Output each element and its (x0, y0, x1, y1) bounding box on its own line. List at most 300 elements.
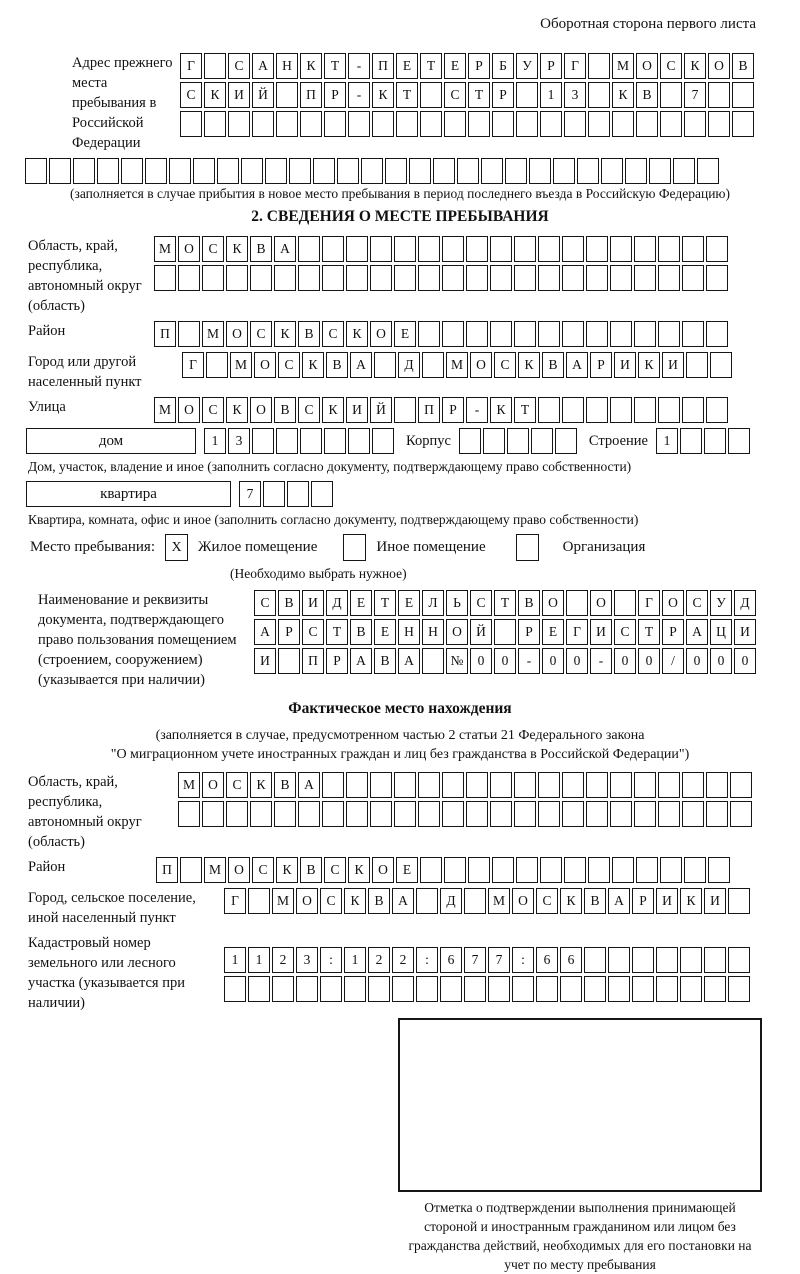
char-cell[interactable] (217, 158, 239, 184)
char-cell[interactable] (348, 428, 370, 454)
char-cell[interactable]: 1 (656, 428, 678, 454)
char-cell[interactable]: В (250, 236, 272, 262)
char-cell[interactable]: Н (422, 619, 444, 645)
char-cell[interactable]: П (300, 82, 322, 108)
char-cell[interactable] (732, 82, 754, 108)
char-cell[interactable] (538, 265, 560, 291)
char-cell[interactable]: С (302, 619, 324, 645)
char-cell[interactable] (202, 801, 224, 827)
char-cell[interactable] (730, 801, 752, 827)
char-cell[interactable] (586, 265, 608, 291)
char-cell[interactable] (370, 772, 392, 798)
char-cell[interactable]: С (180, 82, 202, 108)
char-cell[interactable]: - (348, 53, 370, 79)
char-cell[interactable]: 1 (224, 947, 246, 973)
char-cell[interactable] (660, 857, 682, 883)
char-cell[interactable]: К (226, 397, 248, 423)
prev-address-row-3[interactable] (180, 111, 756, 137)
char-cell[interactable]: В (636, 82, 658, 108)
char-cell[interactable]: К (250, 772, 272, 798)
char-cell[interactable]: 0 (734, 648, 756, 674)
char-cell[interactable]: Г (638, 590, 660, 616)
char-cell[interactable] (588, 857, 610, 883)
city-row[interactable] (182, 352, 734, 378)
char-cell[interactable]: 1 (344, 947, 366, 973)
char-cell[interactable]: М (488, 888, 510, 914)
char-cell[interactable] (588, 82, 610, 108)
char-cell[interactable] (564, 111, 586, 137)
char-cell[interactable]: 0 (638, 648, 660, 674)
cadastre-row-1[interactable] (224, 947, 752, 973)
char-cell[interactable]: Р (468, 53, 490, 79)
prev-address-row-4[interactable] (25, 158, 800, 184)
char-cell[interactable] (634, 265, 656, 291)
char-cell[interactable] (492, 111, 514, 137)
char-cell[interactable] (505, 158, 527, 184)
char-cell[interactable]: 0 (470, 648, 492, 674)
char-cell[interactable] (324, 111, 346, 137)
char-cell[interactable]: Г (224, 888, 246, 914)
char-cell[interactable]: С (470, 590, 492, 616)
stroenie-row[interactable] (656, 428, 752, 454)
char-cell[interactable] (324, 428, 346, 454)
char-cell[interactable] (658, 801, 680, 827)
char-cell[interactable] (444, 857, 466, 883)
char-cell[interactable]: М (204, 857, 226, 883)
char-cell[interactable] (346, 265, 368, 291)
char-cell[interactable] (178, 265, 200, 291)
char-cell[interactable] (656, 976, 678, 1002)
char-cell[interactable] (584, 947, 606, 973)
char-cell[interactable]: О (178, 236, 200, 262)
char-cell[interactable] (538, 397, 560, 423)
char-cell[interactable]: 0 (494, 648, 516, 674)
char-cell[interactable] (206, 352, 228, 378)
char-cell[interactable]: Д (734, 590, 756, 616)
char-cell[interactable] (121, 158, 143, 184)
char-cell[interactable] (263, 481, 285, 507)
char-cell[interactable] (274, 265, 296, 291)
char-cell[interactable] (658, 397, 680, 423)
char-cell[interactable] (514, 265, 536, 291)
char-cell[interactable] (704, 428, 726, 454)
char-cell[interactable] (634, 321, 656, 347)
char-cell[interactable]: Г (182, 352, 204, 378)
char-cell[interactable]: Е (444, 53, 466, 79)
char-cell[interactable] (444, 111, 466, 137)
char-cell[interactable]: Л (422, 590, 444, 616)
char-cell[interactable] (706, 772, 728, 798)
char-cell[interactable] (562, 236, 584, 262)
char-cell[interactable] (586, 801, 608, 827)
char-cell[interactable] (73, 158, 95, 184)
char-cell[interactable] (416, 976, 438, 1002)
char-cell[interactable] (468, 857, 490, 883)
char-cell[interactable]: К (680, 888, 702, 914)
char-cell[interactable]: С (322, 321, 344, 347)
char-cell[interactable]: П (302, 648, 324, 674)
char-cell[interactable] (311, 481, 333, 507)
char-cell[interactable] (636, 111, 658, 137)
char-cell[interactable]: О (512, 888, 534, 914)
char-cell[interactable]: : (416, 947, 438, 973)
char-cell[interactable] (418, 321, 440, 347)
char-cell[interactable] (634, 397, 656, 423)
char-cell[interactable] (278, 648, 300, 674)
char-cell[interactable]: 7 (464, 947, 486, 973)
char-cell[interactable] (154, 265, 176, 291)
char-cell[interactable]: П (372, 53, 394, 79)
char-cell[interactable] (481, 158, 503, 184)
char-cell[interactable]: Й (370, 397, 392, 423)
char-cell[interactable]: К (204, 82, 226, 108)
char-cell[interactable] (562, 801, 584, 827)
char-cell[interactable]: Г (564, 53, 586, 79)
char-cell[interactable] (468, 111, 490, 137)
char-cell[interactable] (204, 111, 226, 137)
char-cell[interactable]: А (274, 236, 296, 262)
char-cell[interactable]: В (542, 352, 564, 378)
document-row-2[interactable] (254, 619, 758, 645)
char-cell[interactable]: П (154, 321, 176, 347)
char-cell[interactable] (396, 111, 418, 137)
char-cell[interactable] (145, 158, 167, 184)
char-cell[interactable] (300, 111, 322, 137)
char-cell[interactable] (464, 888, 486, 914)
char-cell[interactable]: О (370, 321, 392, 347)
char-cell[interactable]: Г (180, 53, 202, 79)
district-row[interactable] (154, 321, 730, 347)
char-cell[interactable] (466, 265, 488, 291)
char-cell[interactable] (660, 111, 682, 137)
char-cell[interactable]: С (278, 352, 300, 378)
char-cell[interactable] (634, 801, 656, 827)
char-cell[interactable]: П (418, 397, 440, 423)
char-cell[interactable] (374, 352, 396, 378)
char-cell[interactable] (466, 801, 488, 827)
char-cell[interactable] (265, 158, 287, 184)
char-cell[interactable]: О (228, 857, 250, 883)
char-cell[interactable] (632, 976, 654, 1002)
char-cell[interactable] (416, 888, 438, 914)
char-cell[interactable] (512, 976, 534, 1002)
char-cell[interactable]: О (446, 619, 468, 645)
char-cell[interactable]: : (320, 947, 342, 973)
char-cell[interactable] (612, 857, 634, 883)
char-cell[interactable]: Р (518, 619, 540, 645)
char-cell[interactable] (276, 111, 298, 137)
char-cell[interactable] (169, 158, 191, 184)
char-cell[interactable]: У (516, 53, 538, 79)
char-cell[interactable] (385, 158, 407, 184)
char-cell[interactable] (536, 976, 558, 1002)
char-cell[interactable] (588, 111, 610, 137)
char-cell[interactable]: В (368, 888, 390, 914)
char-cell[interactable]: Т (374, 590, 396, 616)
char-cell[interactable]: Р (442, 397, 464, 423)
char-cell[interactable] (612, 111, 634, 137)
char-cell[interactable]: 3 (564, 82, 586, 108)
char-cell[interactable]: Е (394, 321, 416, 347)
char-cell[interactable] (322, 801, 344, 827)
char-cell[interactable]: Т (494, 590, 516, 616)
char-cell[interactable] (538, 772, 560, 798)
char-cell[interactable] (553, 158, 575, 184)
fact-region-row-1[interactable] (178, 772, 754, 798)
char-cell[interactable]: К (490, 397, 512, 423)
char-cell[interactable]: К (348, 857, 370, 883)
char-cell[interactable]: Б (492, 53, 514, 79)
char-cell[interactable] (566, 590, 588, 616)
char-cell[interactable] (658, 772, 680, 798)
char-cell[interactable] (682, 772, 704, 798)
char-cell[interactable] (180, 111, 202, 137)
char-cell[interactable] (538, 236, 560, 262)
char-cell[interactable]: И (346, 397, 368, 423)
char-cell[interactable]: О (296, 888, 318, 914)
char-cell[interactable]: Р (492, 82, 514, 108)
char-cell[interactable]: А (686, 619, 708, 645)
char-cell[interactable] (684, 111, 706, 137)
char-cell[interactable] (346, 801, 368, 827)
char-cell[interactable]: О (178, 397, 200, 423)
char-cell[interactable]: 0 (614, 648, 636, 674)
char-cell[interactable]: К (638, 352, 660, 378)
char-cell[interactable]: О (590, 590, 612, 616)
char-cell[interactable]: Й (252, 82, 274, 108)
char-cell[interactable]: Т (420, 53, 442, 79)
char-cell[interactable] (440, 976, 462, 1002)
char-cell[interactable]: М (230, 352, 252, 378)
char-cell[interactable] (584, 976, 606, 1002)
char-cell[interactable] (252, 111, 274, 137)
char-cell[interactable] (422, 648, 444, 674)
char-cell[interactable]: И (614, 352, 636, 378)
char-cell[interactable]: М (202, 321, 224, 347)
char-cell[interactable] (466, 321, 488, 347)
region-row-1[interactable] (154, 236, 730, 262)
char-cell[interactable]: Р (278, 619, 300, 645)
apartment-number-row[interactable] (239, 481, 335, 507)
char-cell[interactable]: М (272, 888, 294, 914)
char-cell[interactable]: С (686, 590, 708, 616)
char-cell[interactable] (732, 111, 754, 137)
char-cell[interactable] (625, 158, 647, 184)
char-cell[interactable] (577, 158, 599, 184)
char-cell[interactable]: К (302, 352, 324, 378)
house-number-row[interactable] (204, 428, 396, 454)
char-cell[interactable] (442, 772, 464, 798)
char-cell[interactable] (586, 321, 608, 347)
char-cell[interactable]: Р (590, 352, 612, 378)
char-cell[interactable] (224, 976, 246, 1002)
char-cell[interactable] (516, 857, 538, 883)
char-cell[interactable]: Т (324, 53, 346, 79)
char-cell[interactable] (226, 265, 248, 291)
char-cell[interactable]: Г (566, 619, 588, 645)
char-cell[interactable] (706, 397, 728, 423)
char-cell[interactable]: К (276, 857, 298, 883)
char-cell[interactable]: И (254, 648, 276, 674)
char-cell[interactable] (250, 265, 272, 291)
char-cell[interactable]: А (252, 53, 274, 79)
char-cell[interactable]: В (584, 888, 606, 914)
char-cell[interactable] (300, 428, 322, 454)
char-cell[interactable]: Е (374, 619, 396, 645)
char-cell[interactable] (178, 321, 200, 347)
char-cell[interactable] (540, 857, 562, 883)
char-cell[interactable] (682, 236, 704, 262)
char-cell[interactable] (673, 158, 695, 184)
char-cell[interactable]: О (254, 352, 276, 378)
char-cell[interactable] (348, 111, 370, 137)
char-cell[interactable]: О (636, 53, 658, 79)
char-cell[interactable] (728, 888, 750, 914)
char-cell[interactable]: К (344, 888, 366, 914)
char-cell[interactable] (394, 265, 416, 291)
char-cell[interactable]: С (250, 321, 272, 347)
char-cell[interactable] (320, 976, 342, 1002)
char-cell[interactable] (274, 801, 296, 827)
char-cell[interactable] (538, 801, 560, 827)
char-cell[interactable] (368, 976, 390, 1002)
char-cell[interactable] (706, 265, 728, 291)
char-cell[interactable]: С (252, 857, 274, 883)
char-cell[interactable]: Р (632, 888, 654, 914)
char-cell[interactable] (394, 772, 416, 798)
char-cell[interactable]: И (656, 888, 678, 914)
char-cell[interactable]: И (590, 619, 612, 645)
char-cell[interactable] (728, 976, 750, 1002)
char-cell[interactable] (313, 158, 335, 184)
char-cell[interactable] (706, 236, 728, 262)
char-cell[interactable] (409, 158, 431, 184)
char-cell[interactable]: Р (662, 619, 684, 645)
char-cell[interactable]: В (518, 590, 540, 616)
char-cell[interactable] (418, 265, 440, 291)
char-cell[interactable] (204, 53, 226, 79)
char-cell[interactable]: А (608, 888, 630, 914)
char-cell[interactable] (490, 801, 512, 827)
char-cell[interactable]: О (226, 321, 248, 347)
char-cell[interactable]: О (372, 857, 394, 883)
char-cell[interactable]: Р (326, 648, 348, 674)
char-cell[interactable] (420, 111, 442, 137)
char-cell[interactable] (241, 158, 263, 184)
char-cell[interactable] (346, 236, 368, 262)
char-cell[interactable]: Д (398, 352, 420, 378)
char-cell[interactable] (634, 772, 656, 798)
char-cell[interactable]: С (226, 772, 248, 798)
checkbox-residential[interactable]: X (165, 534, 188, 561)
char-cell[interactable]: И (302, 590, 324, 616)
street-row[interactable] (154, 397, 730, 423)
char-cell[interactable] (298, 236, 320, 262)
char-cell[interactable] (442, 321, 464, 347)
char-cell[interactable] (680, 976, 702, 1002)
char-cell[interactable]: К (226, 236, 248, 262)
char-cell[interactable] (361, 158, 383, 184)
char-cell[interactable]: С (202, 397, 224, 423)
char-cell[interactable]: 1 (540, 82, 562, 108)
char-cell[interactable]: В (274, 772, 296, 798)
char-cell[interactable] (507, 428, 529, 454)
char-cell[interactable] (610, 321, 632, 347)
char-cell[interactable] (287, 481, 309, 507)
char-cell[interactable] (610, 772, 632, 798)
char-cell[interactable]: В (732, 53, 754, 79)
char-cell[interactable] (248, 888, 270, 914)
char-cell[interactable]: Е (396, 857, 418, 883)
char-cell[interactable]: 6 (560, 947, 582, 973)
char-cell[interactable]: Е (396, 53, 418, 79)
char-cell[interactable] (610, 801, 632, 827)
char-cell[interactable]: 3 (228, 428, 250, 454)
char-cell[interactable]: О (470, 352, 492, 378)
char-cell[interactable]: С (324, 857, 346, 883)
char-cell[interactable] (560, 976, 582, 1002)
char-cell[interactable] (649, 158, 671, 184)
char-cell[interactable] (420, 82, 442, 108)
char-cell[interactable] (25, 158, 47, 184)
char-cell[interactable] (708, 111, 730, 137)
char-cell[interactable] (457, 158, 479, 184)
char-cell[interactable]: А (398, 648, 420, 674)
char-cell[interactable]: Н (276, 53, 298, 79)
char-cell[interactable]: М (446, 352, 468, 378)
char-cell[interactable] (682, 265, 704, 291)
char-cell[interactable]: В (326, 352, 348, 378)
char-cell[interactable]: А (254, 619, 276, 645)
char-cell[interactable] (442, 265, 464, 291)
char-cell[interactable]: 3 (296, 947, 318, 973)
char-cell[interactable]: М (154, 397, 176, 423)
char-cell[interactable]: В (374, 648, 396, 674)
char-cell[interactable]: К (560, 888, 582, 914)
char-cell[interactable] (610, 236, 632, 262)
char-cell[interactable] (442, 236, 464, 262)
char-cell[interactable]: Е (350, 590, 372, 616)
char-cell[interactable]: 2 (272, 947, 294, 973)
char-cell[interactable] (656, 947, 678, 973)
char-cell[interactable]: 6 (536, 947, 558, 973)
char-cell[interactable] (514, 801, 536, 827)
char-cell[interactable]: С (254, 590, 276, 616)
char-cell[interactable] (97, 158, 119, 184)
char-cell[interactable] (704, 947, 726, 973)
char-cell[interactable] (488, 976, 510, 1002)
char-cell[interactable] (730, 772, 752, 798)
char-cell[interactable] (394, 236, 416, 262)
prev-address-row-1[interactable] (180, 53, 756, 79)
char-cell[interactable]: - (348, 82, 370, 108)
char-cell[interactable]: С (320, 888, 342, 914)
char-cell[interactable]: Д (440, 888, 462, 914)
char-cell[interactable] (433, 158, 455, 184)
char-cell[interactable] (228, 111, 250, 137)
char-cell[interactable] (658, 321, 680, 347)
char-cell[interactable]: А (392, 888, 414, 914)
document-row-1[interactable] (254, 590, 758, 616)
char-cell[interactable] (272, 976, 294, 1002)
char-cell[interactable]: 1 (248, 947, 270, 973)
char-cell[interactable] (608, 947, 630, 973)
char-cell[interactable] (708, 82, 730, 108)
char-cell[interactable] (250, 801, 272, 827)
char-cell[interactable]: М (612, 53, 634, 79)
char-cell[interactable]: К (684, 53, 706, 79)
char-cell[interactable] (370, 801, 392, 827)
